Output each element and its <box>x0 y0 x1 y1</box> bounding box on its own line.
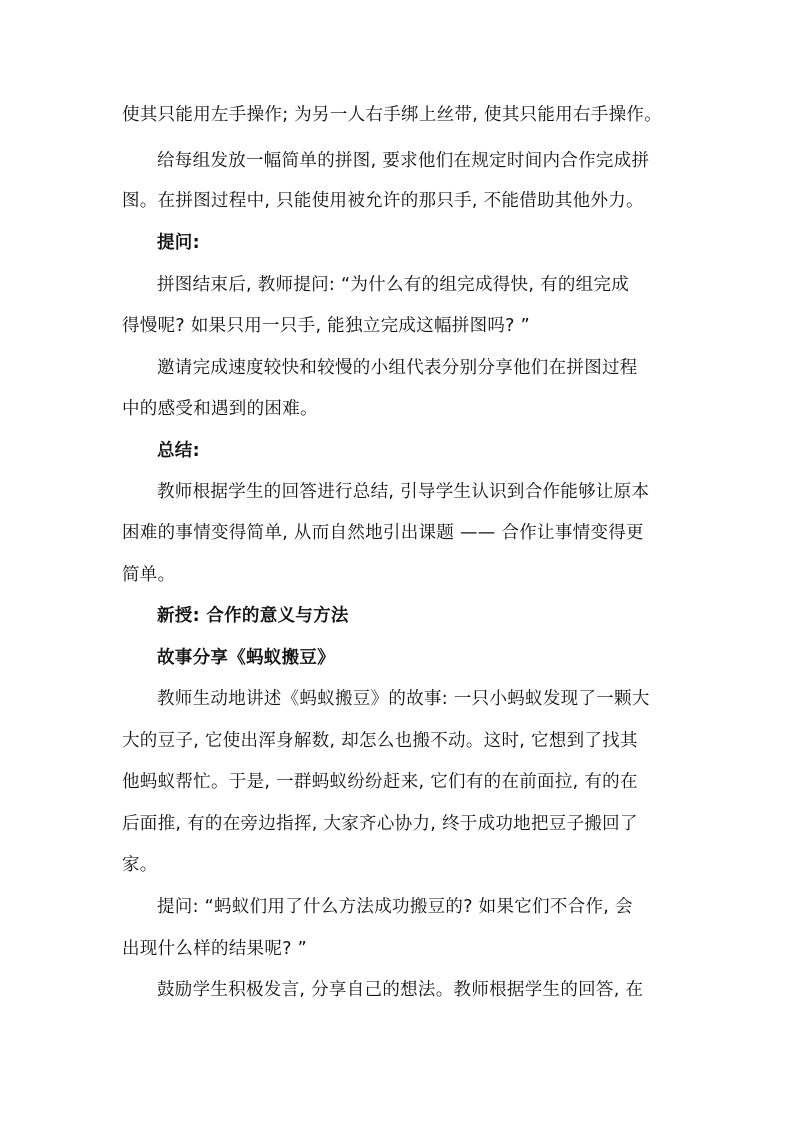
section-heading: 新授: 合作的意义与方法 <box>157 606 349 626</box>
body-text-line: 他蚂蚁帮忙。于是, 一群蚂蚁纷纷赶来, 它们有的在前面拉, 有的在 <box>122 772 638 792</box>
body-text-line: 使其只能用左手操作; 为另一人右手绑上丝带, 使其只能用右手操作。 <box>122 105 662 125</box>
body-text-line: 出现什么样的结果呢? ” <box>122 939 308 959</box>
body-text-line: 拼图结束后, 教师提问: “为什么有的组完成得快, 有的组完成 <box>157 275 630 295</box>
section-heading: 提问: <box>157 233 200 253</box>
body-text-line: 简单。 <box>122 565 176 585</box>
body-text-line: 教师生动地讲述《蚂蚁搬豆》的故事: 一只小蚂蚁发现了一颗大 <box>157 689 650 709</box>
body-text-line: 图。在拼图过程中, 只能使用被允许的那只手, 不能借助其他外力。 <box>122 191 644 211</box>
body-text-line: 大的豆子, 它使出浑身解数, 却怎么也搬不动。这时, 它想到了找其 <box>122 731 638 751</box>
body-text-line: 教师根据学生的回答进行总结, 引导学生认识到合作能够让原本 <box>157 482 650 502</box>
body-text-line: 鼓励学生积极发言, 分享自己的想法。教师根据学生的回答, 在 <box>157 980 644 1000</box>
body-text-line: 得慢呢? 如果只用一只手, 能独立完成这幅拼图吗? ” <box>122 316 530 336</box>
body-text-line: 邀请完成速度较快和较慢的小组代表分别分享他们在拼图过程 <box>157 358 638 378</box>
section-heading: 总结: <box>157 441 200 461</box>
body-text-line: 家。 <box>122 855 158 875</box>
body-text-line: 后面推, 有的在旁边指挥, 大家齐心协力, 终于成功地把豆子搬回了 <box>122 814 638 834</box>
body-text-line: 提问: “蚂蚁们用了什么方法成功搬豆的? 如果它们不合作, 会 <box>157 897 633 917</box>
body-text-line: 困难的事情变得简单, 从而自然地引出课题 —— 合作让事情变得更 <box>122 523 644 543</box>
section-heading: 故事分享《蚂蚁搬豆》 <box>157 648 335 668</box>
body-text-line: 给每组发放一幅简单的拼图, 要求他们在规定时间内合作完成拼 <box>157 151 650 171</box>
body-text-line: 中的感受和遇到的困难。 <box>122 399 318 419</box>
